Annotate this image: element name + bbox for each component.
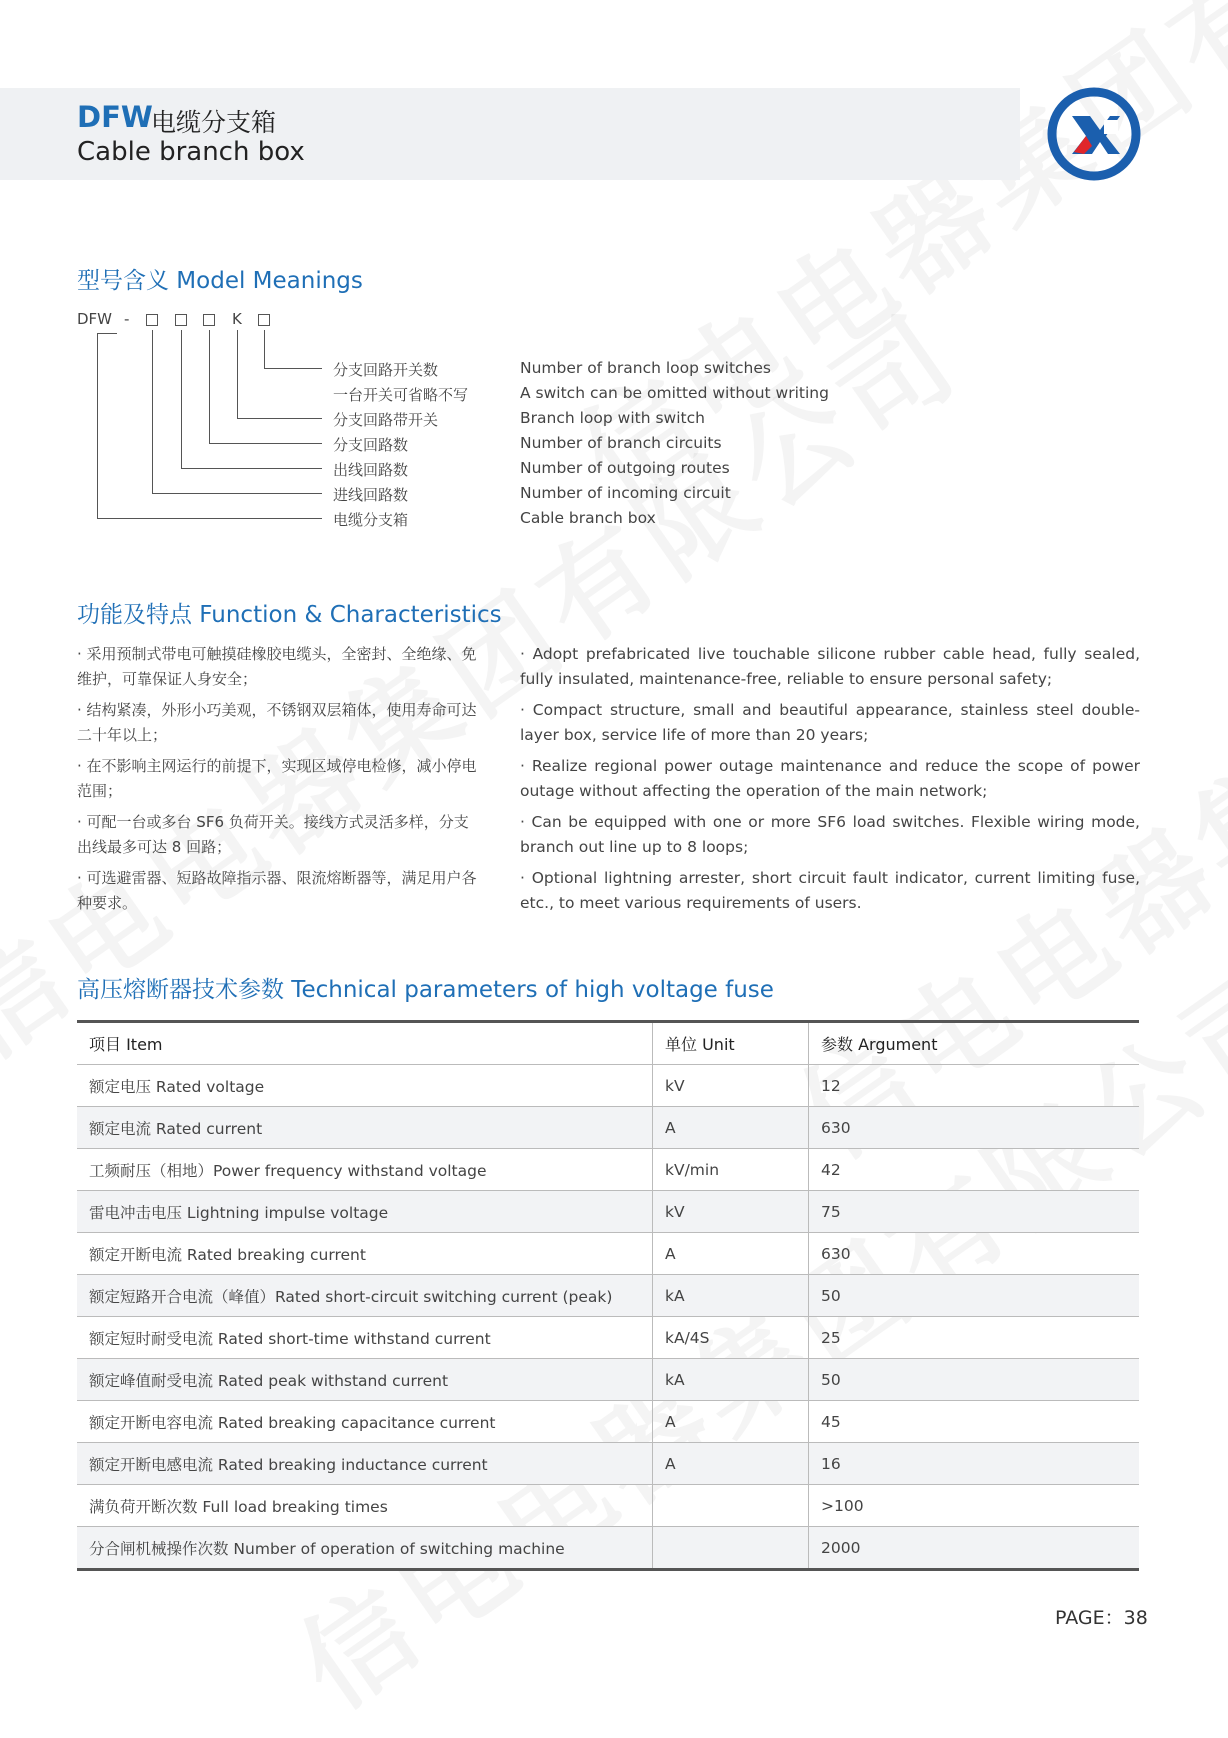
model-meaning-en: A switch can be omitted without writing bbox=[520, 384, 829, 402]
feature-en: · Realize regional power outage maintenance and reduce the scope of power outage without affecting the operation of the main network; bbox=[520, 757, 1140, 800]
feature-cn: · 在不影响主网运行的前提下，实现区域停电检修，减小停电范围； bbox=[77, 757, 477, 800]
cell-item: 额定短时耐受电流 Rated short-time withstand current bbox=[77, 1317, 653, 1359]
cell-unit: kA/4S bbox=[653, 1317, 809, 1359]
feature-en: · Compact structure, small and beautiful appearance, stainless steel double-layer box, service life of more than 20 years; bbox=[520, 701, 1140, 744]
feature-cn: · 可选避雷器、短路故障指示器、限流熔断器等，满足用户各种要求。 bbox=[77, 869, 477, 912]
model-meaning-cn: 进线回路数 bbox=[333, 486, 409, 504]
table-row bbox=[77, 1401, 1139, 1443]
bracket-line bbox=[97, 333, 98, 518]
bracket-line bbox=[152, 493, 322, 494]
table-row bbox=[77, 1233, 1139, 1275]
cell-item: 额定短路开合电流（峰值）Rated short-circuit switching current (peak) bbox=[77, 1275, 653, 1317]
bracket-line bbox=[152, 330, 153, 493]
product-title-en: Cable branch box bbox=[77, 137, 305, 167]
cell-argument: 630 bbox=[809, 1233, 1140, 1275]
model-underline bbox=[97, 333, 117, 334]
table-row bbox=[77, 1485, 1139, 1527]
table-row bbox=[77, 1443, 1139, 1485]
bracket-line bbox=[264, 368, 322, 369]
cell-argument: 50 bbox=[809, 1275, 1140, 1317]
table-row bbox=[77, 1065, 1139, 1107]
cell-argument: >100 bbox=[809, 1485, 1140, 1527]
product-title-cn: 电缆分支箱 bbox=[151, 108, 277, 137]
model-code-k: K bbox=[232, 310, 242, 328]
feature-cn: · 采用预制式带电可触摸硅橡胶电缆头，全密封、全绝缘、免维护，可靠保证人身安全； bbox=[77, 645, 477, 688]
table-row bbox=[77, 1275, 1139, 1317]
params-table bbox=[77, 1020, 1139, 1571]
cell-unit: kV bbox=[653, 1065, 809, 1107]
model-meaning-en: Number of branch loop switches bbox=[520, 359, 771, 377]
model-code-box bbox=[258, 314, 270, 326]
model-meaning-en: Number of incoming circuit bbox=[520, 484, 731, 502]
bracket-line bbox=[97, 518, 322, 519]
page-number: PAGE：38 bbox=[1055, 1607, 1148, 1629]
cell-argument: 42 bbox=[809, 1149, 1140, 1191]
cell-argument: 50 bbox=[809, 1359, 1140, 1401]
cell-item: 额定电流 Rated current bbox=[77, 1107, 653, 1149]
table-row bbox=[77, 1317, 1139, 1359]
table-header-row bbox=[77, 1022, 1139, 1065]
cell-unit: kV bbox=[653, 1191, 809, 1233]
model-meaning-en: Number of branch circuits bbox=[520, 434, 722, 452]
table-row bbox=[77, 1149, 1139, 1191]
column-header-item: 项目 Item bbox=[77, 1022, 653, 1065]
model-meaning-en: Cable branch box bbox=[520, 509, 656, 527]
column-header-argument: 参数 Argument bbox=[809, 1022, 1140, 1065]
model-code-box bbox=[146, 314, 158, 326]
cell-item: 额定开断电感电流 Rated breaking inductance current bbox=[77, 1443, 653, 1485]
model-meaning-en: Branch loop with switch bbox=[520, 409, 705, 427]
cell-argument: 25 bbox=[809, 1317, 1140, 1359]
cell-item: 额定电压 Rated voltage bbox=[77, 1065, 653, 1107]
bracket-line bbox=[209, 443, 322, 444]
cell-item: 工频耐压（相地）Power frequency withstand voltage bbox=[77, 1149, 653, 1191]
cell-argument: 12 bbox=[809, 1065, 1140, 1107]
model-meaning-cn: 分支回路带开关 bbox=[333, 411, 439, 429]
model-meaning-en: Number of outgoing routes bbox=[520, 459, 730, 477]
bracket-line bbox=[237, 330, 238, 418]
section-title-model-meanings: 型号含义 Model Meanings bbox=[77, 268, 363, 294]
cell-item: 分合闸机械操作次数 Number of operation of switching machine bbox=[77, 1527, 653, 1570]
model-meaning-cn: 分支回路数 bbox=[333, 436, 409, 454]
cell-unit bbox=[653, 1527, 809, 1570]
model-code-prefix: DFW bbox=[77, 310, 113, 328]
cell-argument: 45 bbox=[809, 1401, 1140, 1443]
cell-unit: kA bbox=[653, 1275, 809, 1317]
cell-argument: 2000 bbox=[809, 1527, 1140, 1570]
feature-en: · Can be equipped with one or more SF6 load switches. Flexible wiring mode, branch out line up to 8 loops; bbox=[520, 813, 1140, 856]
cell-item: 满负荷开断次数 Full load breaking times bbox=[77, 1485, 653, 1527]
model-code-dash: - bbox=[124, 310, 130, 328]
feature-en: · Optional lightning arrester, short circuit fault indicator, current limiting fuse, etc., to meet various requirements of users. bbox=[520, 869, 1140, 912]
bracket-line bbox=[181, 330, 182, 468]
cell-unit: A bbox=[653, 1401, 809, 1443]
model-code-box bbox=[175, 314, 187, 326]
cell-item: 额定开断电流 Rated breaking current bbox=[77, 1233, 653, 1275]
feature-en: · Adopt prefabricated live touchable silicone rubber cable head, fully sealed, fully insulated, maintenance-free, reliable to ensure personal safety; bbox=[520, 645, 1140, 688]
cell-item: 雷电冲击电压 Lightning impulse voltage bbox=[77, 1191, 653, 1233]
company-logo bbox=[1046, 86, 1142, 182]
bracket-line bbox=[264, 330, 265, 368]
table-row bbox=[77, 1191, 1139, 1233]
section-title-params: 高压熔断器技术参数 Technical parameters of high voltage fuse bbox=[77, 977, 774, 1003]
cell-argument: 75 bbox=[809, 1191, 1140, 1233]
cell-unit: kV/min bbox=[653, 1149, 809, 1191]
model-meaning-cn: 分支回路开关数 bbox=[333, 361, 439, 379]
section-title-functions: 功能及特点 Function & Characteristics bbox=[77, 602, 502, 628]
bracket-line bbox=[209, 330, 210, 443]
model-meaning-cn: 电缆分支箱 bbox=[333, 511, 409, 529]
model-meaning-cn: 一台开关可省略不写 bbox=[333, 386, 469, 404]
cell-unit: A bbox=[653, 1233, 809, 1275]
table-row bbox=[77, 1107, 1139, 1149]
cell-item: 额定开断电容电流 Rated breaking capacitance current bbox=[77, 1401, 653, 1443]
feature-cn: · 结构紧凑，外形小巧美观，不锈钢双层箱体，使用寿命可达二十年以上； bbox=[77, 701, 477, 744]
cell-unit: A bbox=[653, 1443, 809, 1485]
cell-argument: 16 bbox=[809, 1443, 1140, 1485]
bracket-line bbox=[181, 468, 322, 469]
bracket-line bbox=[237, 418, 322, 419]
cell-argument: 630 bbox=[809, 1107, 1140, 1149]
cell-item: 额定峰值耐受电流 Rated peak withstand current bbox=[77, 1359, 653, 1401]
column-header-unit: 单位 Unit bbox=[653, 1022, 809, 1065]
cell-unit: kA bbox=[653, 1359, 809, 1401]
model-code-box bbox=[203, 314, 215, 326]
feature-cn: · 可配一台或多台 SF6 负荷开关。接线方式灵活多样，分支 出线最多可达 8 回路； bbox=[77, 813, 469, 856]
cell-unit bbox=[653, 1485, 809, 1527]
model-meaning-cn: 出线回路数 bbox=[333, 461, 409, 479]
table-row bbox=[77, 1527, 1139, 1570]
cell-unit: A bbox=[653, 1107, 809, 1149]
table-row bbox=[77, 1359, 1139, 1401]
product-code: DFW bbox=[77, 100, 153, 134]
